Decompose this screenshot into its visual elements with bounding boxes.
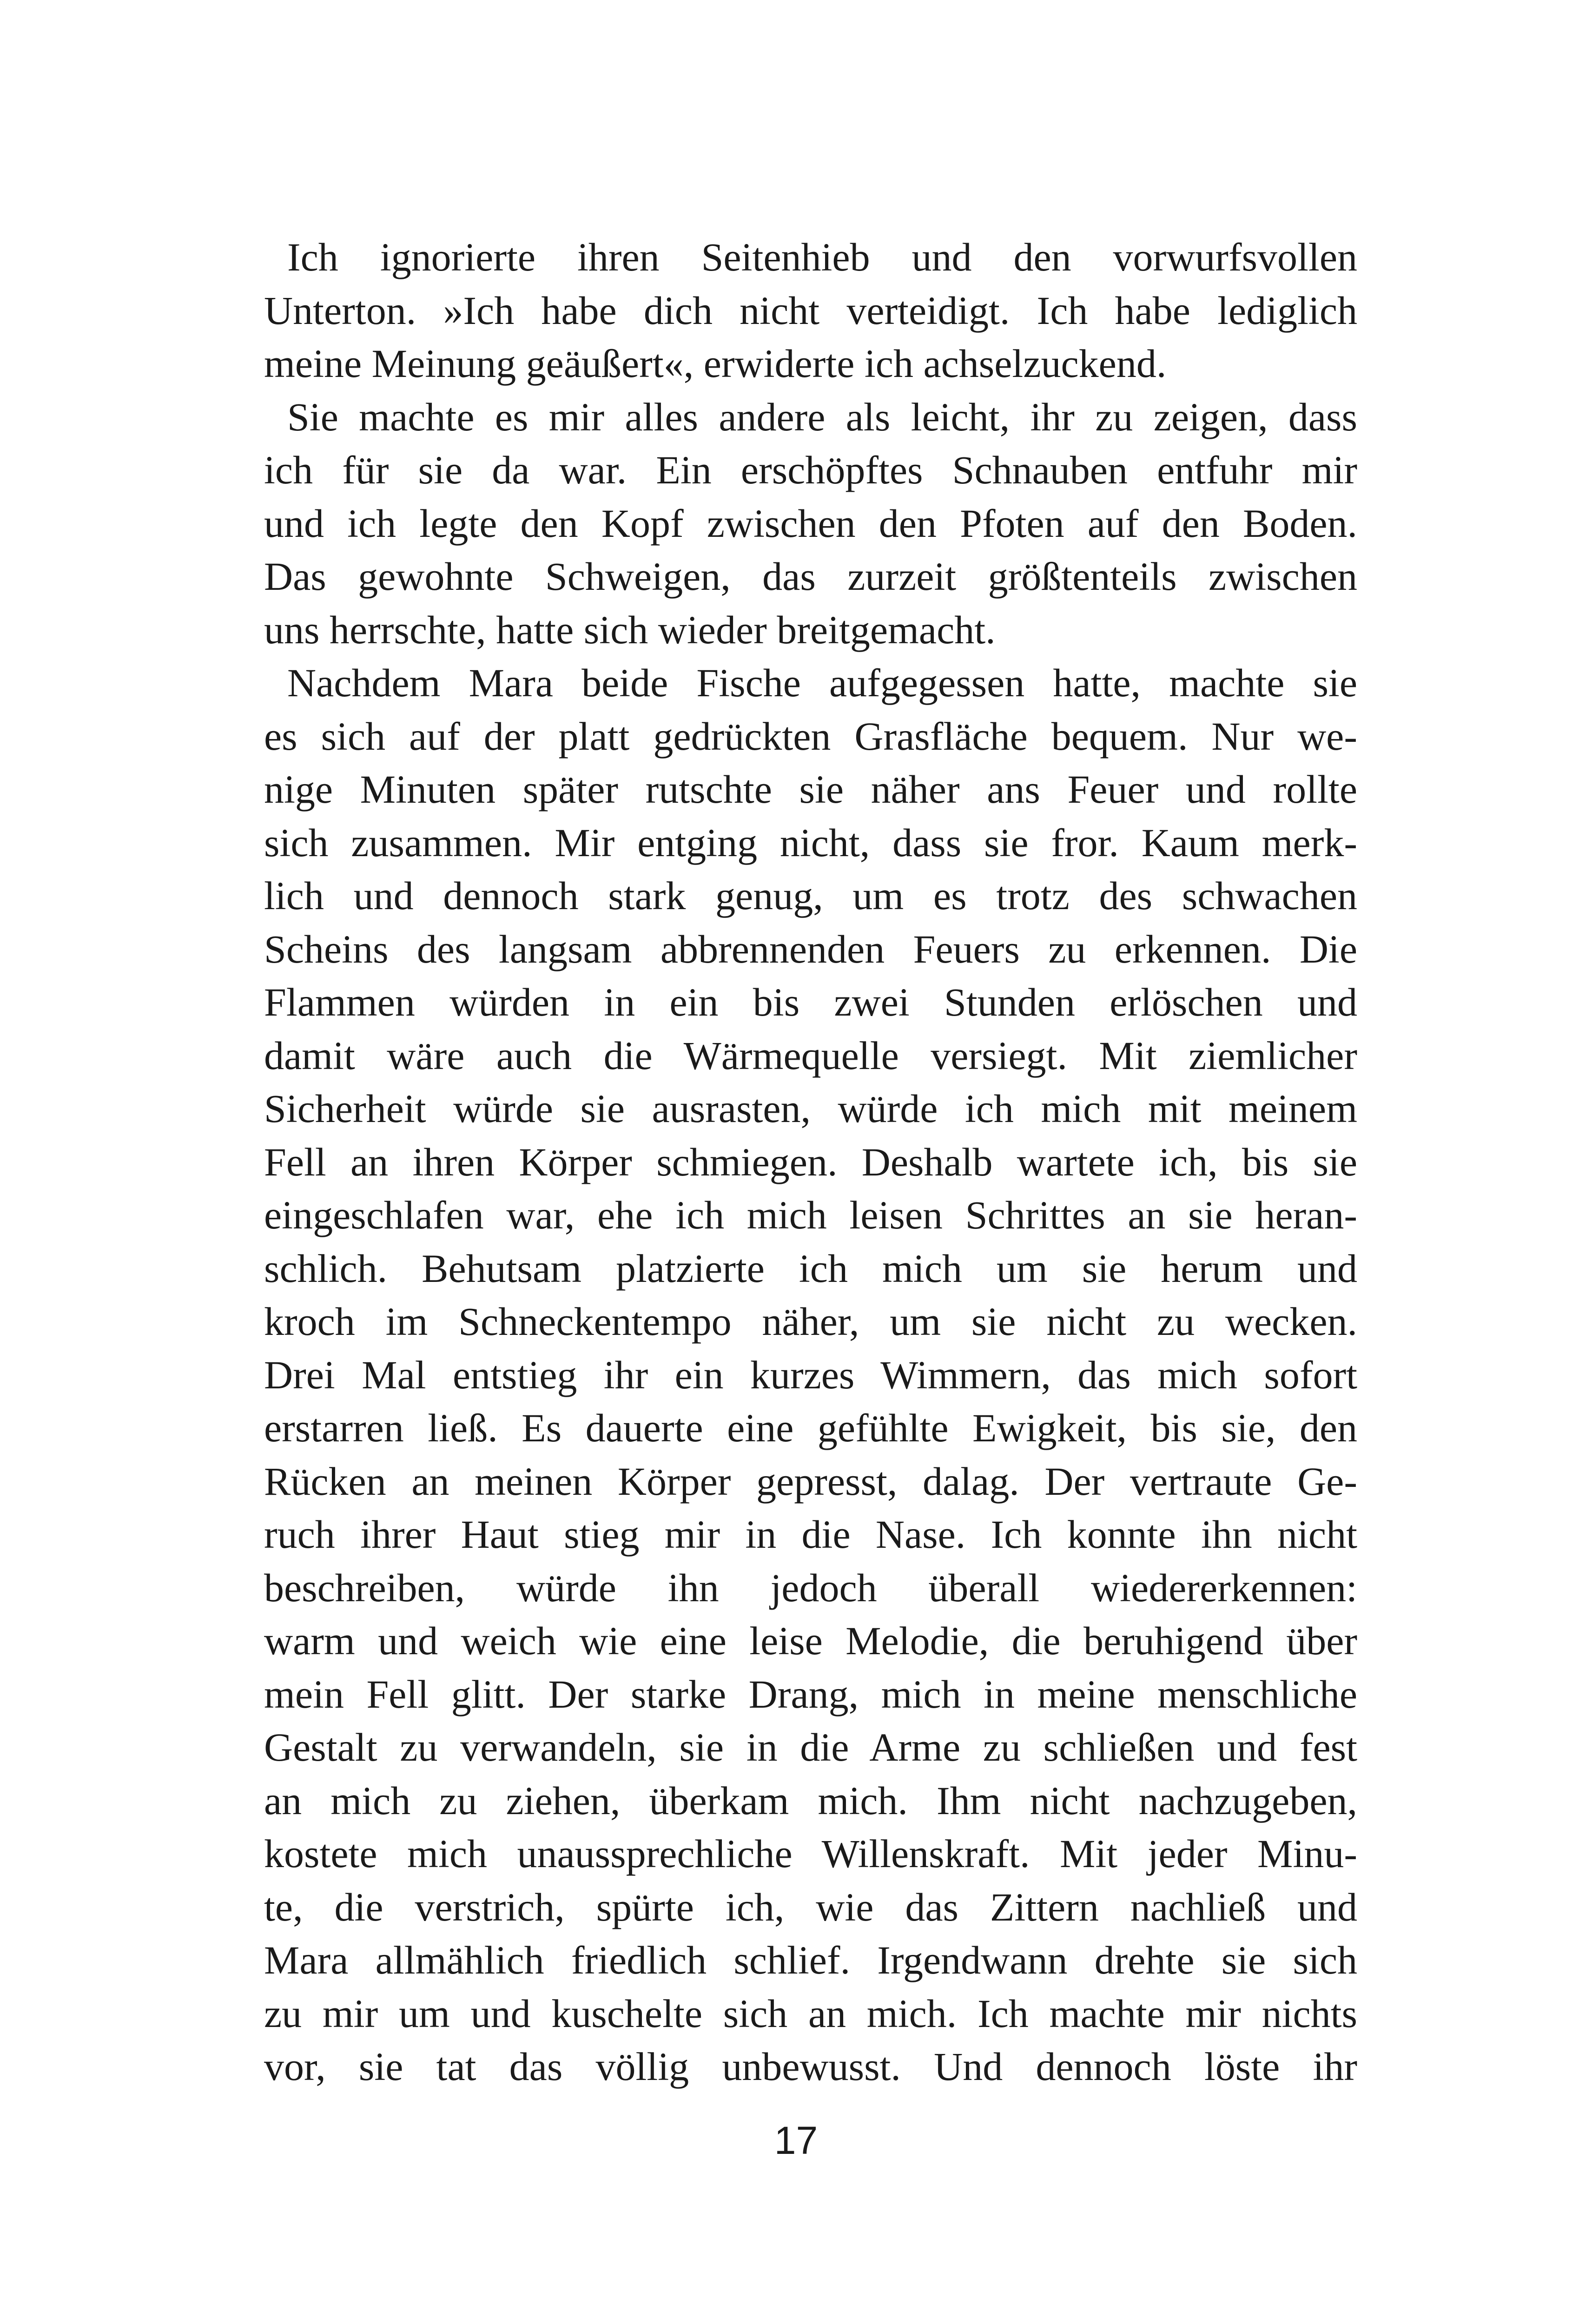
text-line: es sich auf der platt gedrückten Grasfläche bequem. Nur we-: [264, 713, 1357, 759]
paragraph: [264, 390, 1357, 657]
text-line: eingeschlafen war, ehe ich mich leisen Schrittes an sie heran-: [264, 1193, 1357, 1237]
text-line: kostete mich unaussprechliche Willenskraft. Mit jeder Minu-: [264, 1831, 1357, 1876]
text-line: Fell an ihren Körper schmiegen. Deshalb wartete ich, bis sie: [264, 1139, 1357, 1184]
text-line: Sie machte es mir alles andere als leicht, ihr zu zeigen, dass: [287, 394, 1357, 439]
text-line: te, die verstrich, spürte ich, wie das Zittern nachließ und: [264, 1884, 1357, 1929]
text-line: zu mir um und kuschelte sich an mich. Ich machte mir nichts: [264, 1991, 1357, 2036]
text-line: Das gewohnte Schweigen, das zurzeit größtenteils zwischen: [264, 554, 1357, 599]
text-line: damit wäre auch die Wärmequelle versiegt. Mit ziemlicher: [264, 1033, 1357, 1078]
text-line: ruch ihrer Haut stieg mir in die Nase. Ich konnte ihn nicht: [264, 1512, 1357, 1557]
text-line: ich für sie da war. Ein erschöpftes Schnauben entfuhr mir: [264, 448, 1357, 492]
text-line: schlich. Behutsam platzierte ich mich um sie herum und: [264, 1246, 1357, 1291]
text-line: warm und weich wie eine leise Melodie, die beruhigend über: [264, 1618, 1357, 1663]
text-line: meine Meinung geäußert«, erwiderte ich achselzuckend.: [264, 341, 1167, 386]
body-text: [264, 231, 1357, 2093]
text-line: Ich ignorierte ihren Seitenhieb und den vorwurfsvollen: [287, 235, 1357, 279]
text-line: Mara allmählich friedlich schlief. Irgendwann drehte sie sich: [264, 1938, 1357, 1982]
text-line: Rücken an meinen Körper gepresst, dalag. Der vertraute Ge-: [264, 1459, 1357, 1504]
text-line: uns herrschte, hatte sich wieder breitgemacht.: [264, 607, 996, 652]
text-line: sich zusammen. Mir entging nicht, dass sie fror. Kaum merk-: [264, 820, 1357, 865]
text-line: lich und dennoch stark genug, um es trotz des schwachen: [264, 873, 1357, 918]
paragraph: [264, 656, 1357, 2093]
text-line: Unterton. »Ich habe dich nicht verteidigt. Ich habe lediglich: [264, 288, 1357, 333]
text-line: an mich zu ziehen, überkam mich. Ihm nicht nachzugeben,: [264, 1778, 1357, 1823]
text-line: erstarren ließ. Es dauerte eine gefühlte Ewigkeit, bis sie, den: [264, 1406, 1357, 1450]
paragraph: [264, 231, 1357, 390]
text-line: und ich legte den Kopf zwischen den Pfoten auf den Boden.: [264, 501, 1357, 546]
text-line: Gestalt zu verwandeln, sie in die Arme zu schließen und fest: [264, 1725, 1357, 1769]
text-line: beschreiben, würde ihn jedoch überall wiedererkennen:: [264, 1565, 1357, 1610]
page-number: 17: [774, 2119, 818, 2162]
text-line: nige Minuten später rutschte sie näher ans Feuer und rollte: [264, 767, 1357, 812]
text-line: Sicherheit würde sie ausrasten, würde ich mich mit meinem: [264, 1086, 1357, 1131]
text-line: Flammen würden in ein bis zwei Stunden erlöschen und: [264, 980, 1357, 1024]
text-line: vor, sie tat das völlig unbewusst. Und dennoch löste ihr: [264, 2044, 1357, 2089]
text-line: kroch im Schneckentempo näher, um sie nicht zu wecken.: [264, 1299, 1357, 1344]
text-line: mein Fell glitt. Der starke Drang, mich in meine menschliche: [264, 1671, 1357, 1717]
text-line: Scheins des langsam abbrennenden Feuers zu erkennen. Die: [264, 926, 1357, 971]
text-line: Drei Mal entstieg ihr ein kurzes Wimmern, das mich sofort: [264, 1352, 1357, 1397]
text-line: Nachdem Mara beide Fische aufgegessen hatte, machte sie: [287, 660, 1357, 705]
